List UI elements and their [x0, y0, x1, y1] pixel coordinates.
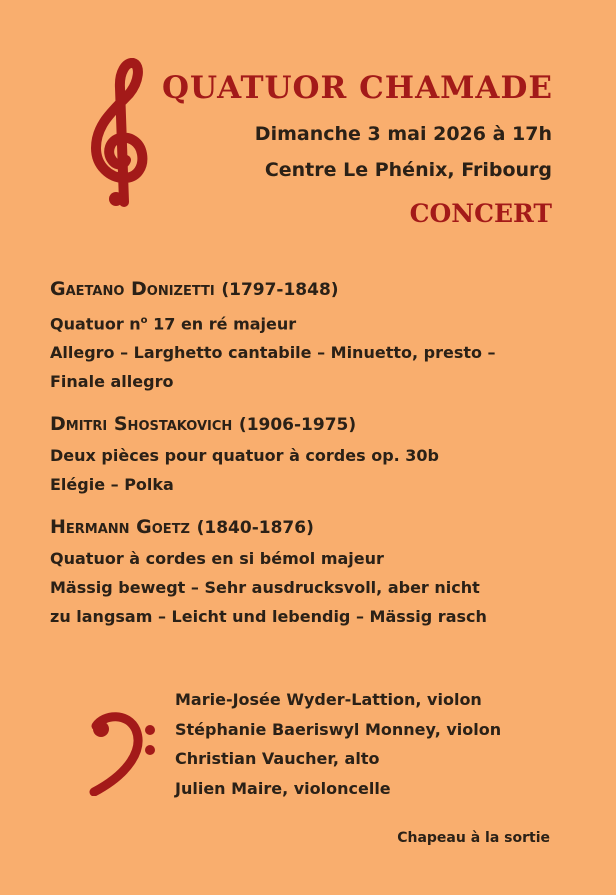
musician: Christian Vaucher, alto — [175, 749, 380, 768]
concert-date: Dimanche 3 mai 2026 à 17h — [254, 123, 552, 145]
musicians-list — [175, 685, 501, 803]
movements: Elégie – Polka — [50, 475, 174, 495]
program-item — [50, 413, 580, 499]
composer-name: Gaetano Donizetti — [50, 278, 215, 300]
program — [50, 278, 580, 648]
treble-clef-icon — [86, 58, 150, 208]
composer-heading — [50, 278, 580, 300]
work-title: Quatuor $n^o$ 17 en ré majeur — [50, 314, 297, 334]
bass-clef-icon — [88, 712, 160, 796]
composer-heading — [50, 516, 580, 538]
event-type: CONCERT — [409, 199, 552, 228]
composer-heading — [50, 413, 580, 435]
musician: Julien Maire, violoncelle — [175, 778, 391, 798]
footer-note: Chapeau à la sortie — [397, 830, 550, 846]
composer-years: (1906-1975) — [238, 415, 357, 436]
ensemble-title: QUATUOR CHAMADE — [162, 70, 553, 106]
movements: zu langsam – Leicht und lebendig – Mässig rasch — [50, 607, 487, 627]
composer-name: Hermann Goetz — [50, 516, 190, 539]
musician: Stéphanie Baeriswyl Monney, violon — [175, 719, 502, 739]
work-title: Deux pièces pour quatuor à cordes op. 30b — [50, 446, 440, 466]
composer-name: Dmitri Shostakovich — [50, 413, 233, 436]
musician: Marie-Josée Wyder-Lattion, violon — [175, 690, 482, 709]
program-item — [50, 278, 580, 396]
movements: Mässig bewegt – Sehr ausdrucksvoll, aber nicht — [50, 578, 480, 598]
program-item — [50, 516, 580, 631]
composer-years: (1797-1848) — [221, 280, 339, 300]
movements: Finale allegro — [50, 372, 174, 392]
composer-years: (1840-1876) — [196, 518, 314, 539]
work-title: Quatuor à cordes en si bémol majeur — [50, 549, 384, 569]
movements: Allegro – Larghetto cantabile – Minuetto, presto – — [50, 343, 496, 363]
concert-venue: Centre Le Phénix, Fribourg — [264, 159, 552, 181]
